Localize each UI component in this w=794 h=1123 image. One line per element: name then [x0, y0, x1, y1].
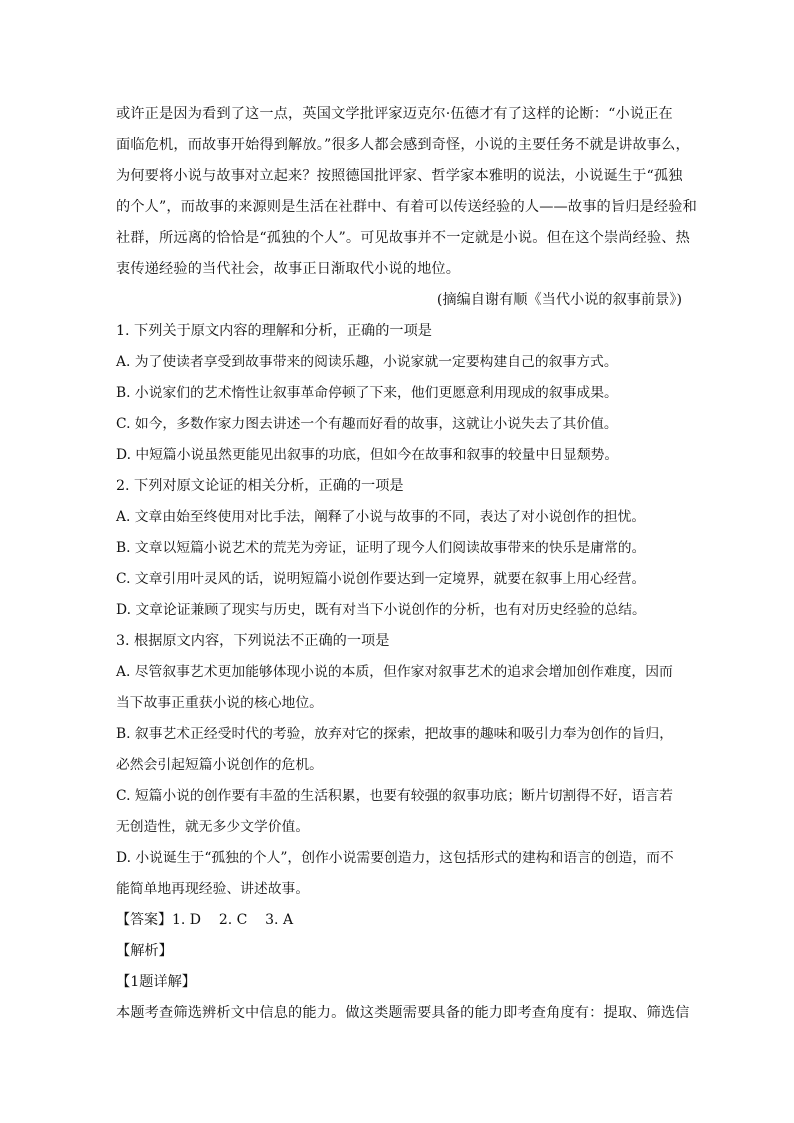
- question-option-continuation: 无创造性，就无多少文学价值。: [116, 819, 310, 835]
- question-option-continuation: 当下故事正重获小说的核心地位。: [116, 695, 323, 711]
- source-citation: (摘编自谢有顺《当代小说的叙事前景》): [436, 292, 682, 308]
- question-option-continuation: 必然会引起短篇小说创作的危机。: [116, 757, 323, 773]
- passage-line: 或许正是因为看到了这一点，英国文学批评家迈克尔·伍德才有了这样的论断：“小说正在: [116, 106, 673, 122]
- passage-line: 的个人”，而故事的来源则是生活在社群中、有着可以传送经验的人——故事的旨归是经验和: [116, 199, 697, 215]
- question-stem: 1. 下列关于原文内容的理解和分析，正确的一项是: [116, 323, 432, 339]
- passage-line: 衷传递经验的当代社会，故事正日渐取代小说的地位。: [116, 261, 461, 277]
- question-detail-heading: 【1题详解】: [116, 974, 196, 990]
- question-option-continuation: 能简单地再现经验、讲述故事。: [116, 881, 310, 897]
- question-option: C. 如今，多数作家力图去讲述一个有趣而好看的故事，这就让小说失去了其价值。: [116, 416, 618, 432]
- question-option: D. 中短篇小说虽然更能见出叙事的功底，但如今在故事和叙事的较量中日显颓势。: [116, 447, 619, 463]
- answer-line: 【答案】1. D 2. C 3. A: [116, 912, 294, 928]
- question-option: C. 文章引用叶灵风的话，说明短篇小说创作要达到一定境界，就要在叙事上用心经营。: [116, 571, 646, 587]
- passage-line: 为何要将小说与故事对立起来？按照德国批评家、哲学家本雅明的说法，小说诞生于“孤独: [116, 168, 683, 184]
- question-option: B. 文章以短篇小说艺术的荒芜为旁证，证明了现今人们阅读故事带来的快乐是庸常的。: [116, 540, 646, 556]
- question-stem: 2. 下列对原文论证的相关分析，正确的一项是: [116, 478, 404, 494]
- question-option: D. 文章论证兼顾了现实与历史，既有对当下小说创作的分析，也有对历史经验的总结。: [116, 602, 646, 618]
- question-option: A. 为了使读者享受到故事带来的阅读乐趣，小说家就一定要构建自己的叙事方式。: [116, 354, 618, 370]
- analysis-heading: 【解析】: [116, 943, 173, 959]
- question-stem: 3. 根据原文内容，下列说法不正确的一项是: [116, 633, 390, 649]
- question-option: A. 尽管叙事艺术更加能够体现小说的本质，但作家对叙事艺术的追求会增加创作难度，因而: [116, 664, 673, 680]
- question-option: D. 小说诞生于“孤独的个人”，创作小说需要创造力，这包括形式的建构和语言的创造，而不: [116, 850, 674, 866]
- question-option: B. 叙事艺术正经受时代的考验，放弃对它的探索，把故事的趣味和吸引力奉为创作的旨归，: [116, 726, 673, 742]
- passage-line: 社群，所远离的恰恰是“孤独的个人”。可见故事并不一定就是小说。但在这个崇尚经验、热: [116, 230, 690, 246]
- question-option: C. 短篇小说的创作要有丰盈的生活积累，也要有较强的叙事功底；断片切割得不好，语言若: [116, 788, 673, 804]
- question-option: B. 小说家们的艺术惰性让叙事革命停顿了下来，他们更愿意利用现成的叙事成果。: [116, 385, 618, 401]
- question-detail-text: 本题考查筛选辨析文中信息的能力。做这类题需要具备的能力即考查角度有：提取、筛选信: [116, 1005, 690, 1021]
- question-option: A. 文章由始至终使用对比手法，阐释了小说与故事的不同，表达了对小说创作的担忧。: [116, 509, 646, 525]
- passage-line: 面临危机，而故事开始得到解放。”很多人都会感到奇怪，小说的主要任务不就是讲故事么，: [116, 137, 690, 153]
